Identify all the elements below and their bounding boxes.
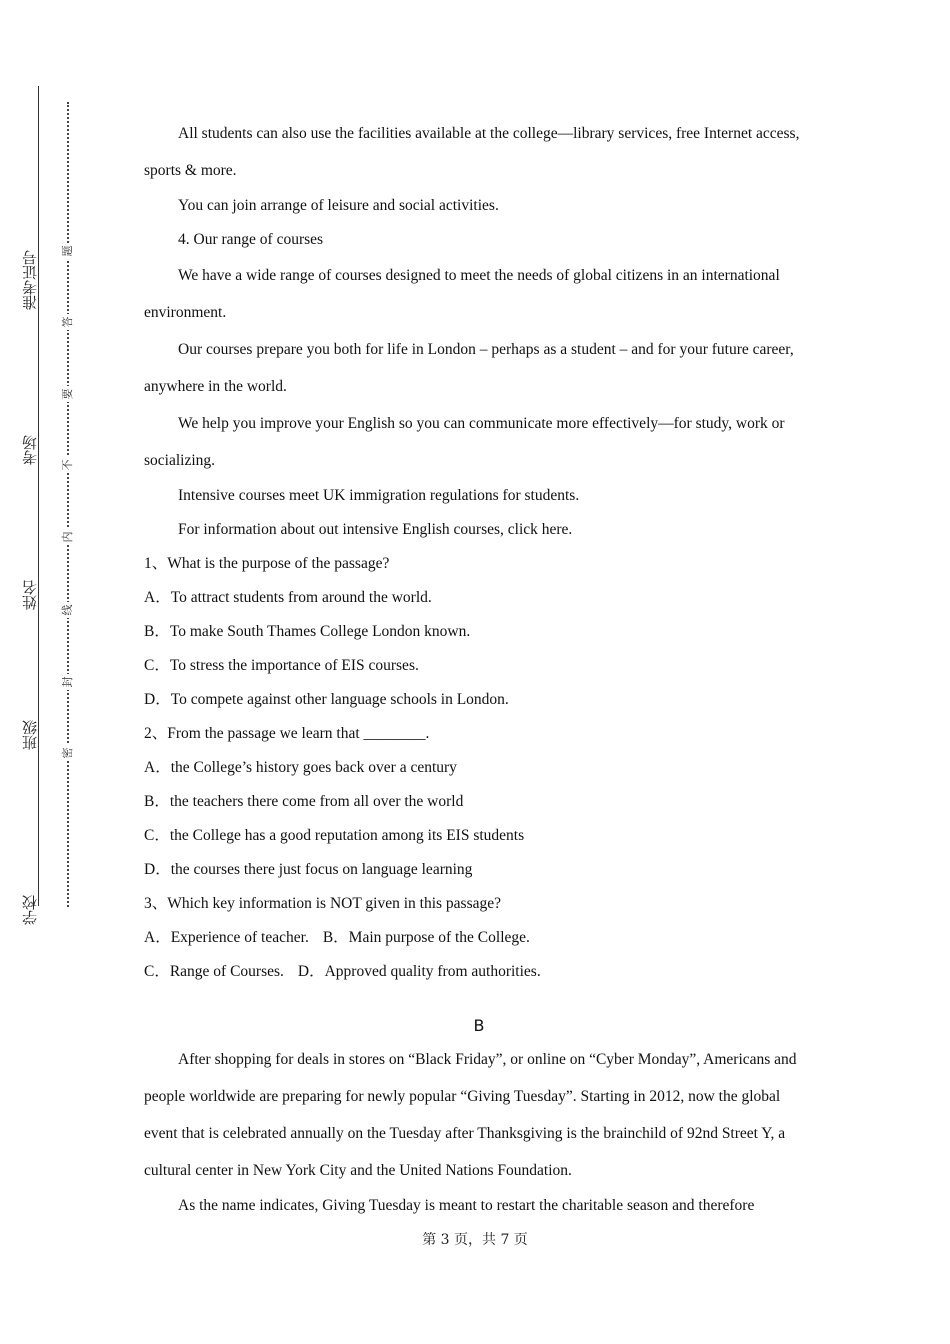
seal-char-mi: 密 [59, 745, 77, 761]
passage-a-paragraph: Intensive courses meet UK immigration regulations for students. [178, 487, 580, 504]
binding-label-exam-room: 考场 [21, 435, 39, 465]
passage-a-paragraph: Our courses prepare you both for life in London – perhaps as a student – and for your future career, anywhere in the world. [144, 341, 794, 395]
passage-a-paragraph: You can join arrange of leisure and social activities. [178, 197, 499, 214]
passage-a-paragraph: All students can also use the facilities available at the college—library services, free Internet access, sports & more. [144, 125, 800, 179]
binding-label-name: 姓名 [21, 580, 39, 610]
question-1-option-a: A．To attract students from around the world. [144, 589, 432, 606]
passage-b-paragraph: As the name indicates, Giving Tuesday is meant to restart the charitable season and therefore [178, 1197, 755, 1214]
question-3-option-a: A．Experience of teacher. [144, 929, 309, 946]
seal-char-da: 答 [59, 314, 77, 330]
question-3-option-b: B．Main purpose of the College. [322, 929, 530, 946]
question-3-options-row-2 [144, 955, 814, 989]
binding-label-exam-number: 准考证号 [21, 250, 39, 310]
question-3-stem: 3、Which key information is NOT given in this passage? [144, 895, 502, 912]
question-3-option-c: C．Range of Courses. [144, 963, 284, 980]
page-number-footer: 第 3 页，共 7 页 [422, 1232, 528, 1248]
seal-char-nei: 内 [59, 529, 77, 545]
seal-char-ti: 题 [59, 243, 77, 259]
passage-a-paragraph: For information about out intensive English courses, click here. [178, 521, 573, 538]
question-1-stem: 1、What is the purpose of the passage? [144, 555, 390, 572]
question-1-option-b: B．To make South Thames College London known. [144, 623, 471, 640]
seal-char-xian: 线 [59, 602, 77, 618]
seal-char-feng: 封 [59, 674, 77, 690]
question-1-option-d: D．To compete against other language schools in London. [144, 691, 509, 708]
passage-b-title: B [473, 1016, 485, 1035]
passage-b-paragraph: After shopping for deals in stores on “Black Friday”, or online on “Cyber Monday”, Americans and people worldwide are preparing for newly popular “Giving Tuesday”. Starting in 2012, now the global event that is celebrated annually on the Tuesday after Thanksgiving is the brainchild of 92nd Street Y, a cultural center in New York City and the United Nations Foundation. [144, 1051, 797, 1179]
seal-char-bu: 不 [59, 457, 77, 473]
question-2-option-a: A．the College’s history goes back over a century [144, 759, 457, 776]
question-2-option-b: B．the teachers there come from all over the world [144, 793, 464, 810]
content-column [144, 115, 814, 1223]
seal-char-yao: 要 [59, 386, 77, 402]
passage-a-paragraph: We help you improve your English so you can communicate more effectively—for study, work or socializing. [144, 415, 785, 469]
question-3-option-d: D．Approved quality from authorities. [297, 963, 541, 980]
binding-dotted-line [67, 102, 69, 907]
question-2-option-d: D．the courses there just focus on language learning [144, 861, 473, 878]
passage-a-paragraph: We have a wide range of courses designed to meet the needs of global citizens in an international environment. [144, 267, 780, 321]
question-2-option-c: C．the College has a good reputation among its EIS students [144, 827, 525, 844]
question-1-option-c: C．To stress the importance of EIS courses. [144, 657, 419, 674]
binding-label-school: 学校 [21, 895, 39, 925]
binding-solid-line [38, 86, 39, 906]
question-3-options-row-1 [144, 921, 814, 955]
section-heading: 4. Our range of courses [178, 231, 324, 248]
question-2-stem: 2、From the passage we learn that ________. [144, 725, 430, 742]
binding-label-class: 班级 [21, 720, 39, 750]
